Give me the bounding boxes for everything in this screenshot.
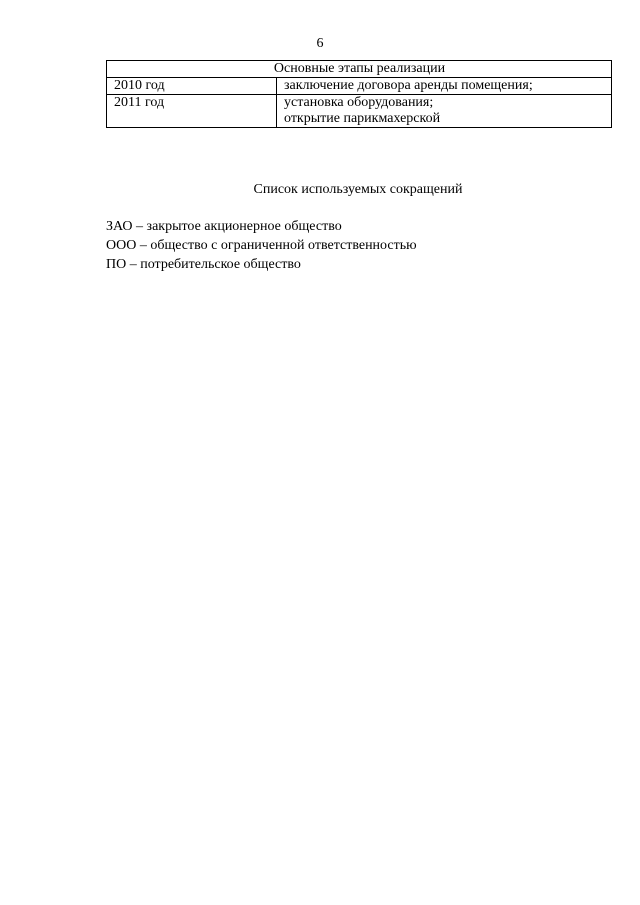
list-item: ЗАО – закрытое акционерное общество: [106, 219, 342, 234]
page-number: 6: [316, 36, 324, 51]
year-cell: 2011 год: [107, 95, 277, 128]
list-item: ПО – потребительское общество: [106, 257, 301, 272]
table-header-cell: Основные этапы реализации: [107, 61, 612, 78]
list-item: ООО – общество с ограниченной ответственностью: [106, 238, 417, 253]
abbreviations-heading: Список используемых сокращений: [253, 182, 463, 197]
table-row: [107, 95, 612, 128]
abbreviations-list: [106, 217, 417, 274]
table-row: [107, 78, 612, 95]
description-line: заключение договора аренды помещения;: [284, 78, 533, 93]
year-cell: 2010 год: [107, 78, 277, 95]
stages-table: [106, 60, 612, 128]
description-cell: [277, 95, 612, 128]
description-line: установка оборудования;: [284, 95, 434, 110]
table-header-row: [107, 61, 612, 78]
description-cell: [277, 78, 612, 95]
description-line: открытие парикмахерской: [284, 111, 441, 126]
